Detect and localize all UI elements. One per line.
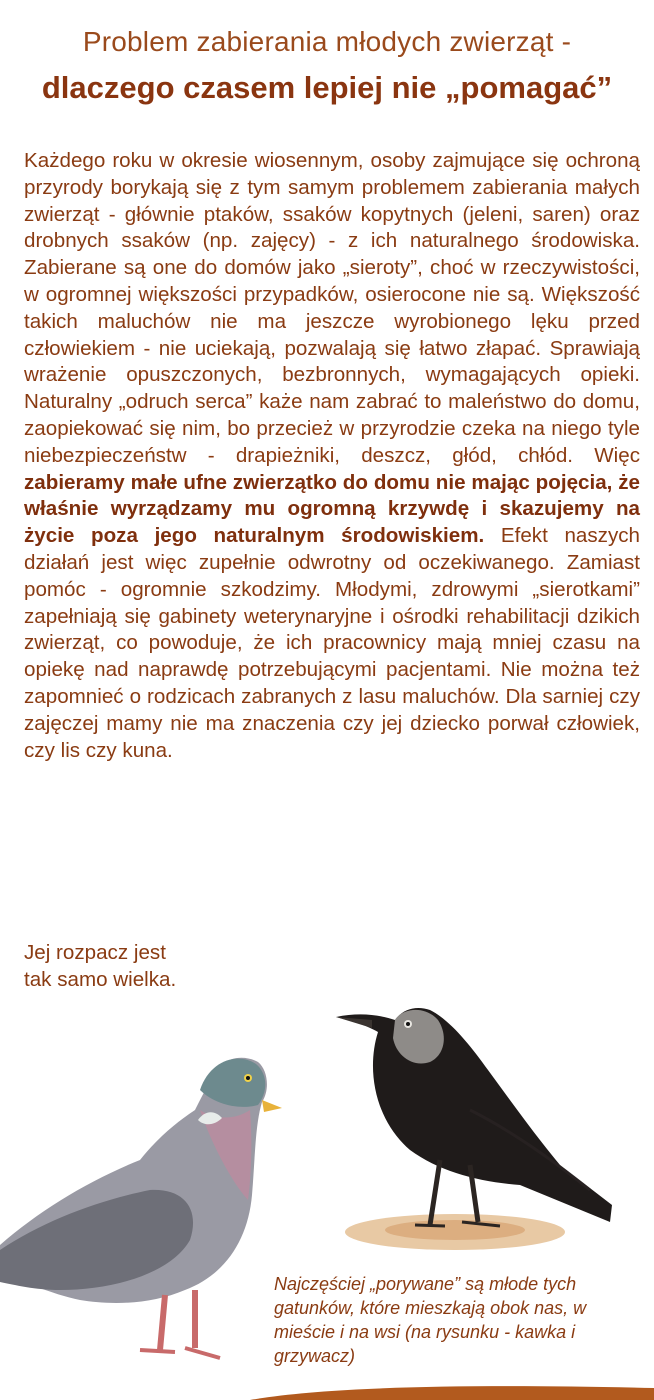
title-line-1: Problem zabierania młodych zwierząt - [82, 26, 572, 57]
decorative-bottom-wave [0, 1382, 654, 1400]
title-line-2: dlaczego czasem lepiej nie „pomagać” [41, 70, 613, 105]
article-tail-2: tak samo wielka. [24, 968, 177, 991]
jackdaw-illustration [336, 1008, 612, 1250]
article-paragraph [24, 148, 640, 764]
article-text-1: Każdego roku w okresie wiosennym, osoby zajmujące się ochroną przyrody borykają się z tym samym problemem zabierania małych zwierząt - głównie ptaków, ssaków kopytnych (jeleni, saren) oraz drobnych ssaków (np. zajęcy) - z ich naturalnego środowiska. Zabierane są one do domów jako „sieroty”, choć w rzeczywistości, w ogromnej większości przypadków, osierocone nie są. Większość takich maluchów nie ma jeszcze wyrobionego lęku przed człowiekiem - nie uciekają, pozwalają się łatwo złapać. Sprawiają wrażenie opuszczonych, bezbronnych, wymagających opieki. Naturalny „odruch serca” każe nam zabrać to maleństwo do domu, zaopiekować się nim, bo przecież w przyrodzie czeka na niego tyle niebezpieczeństw - drapieżniki, deszcz, głód, chłód. Więc [24, 149, 640, 467]
figure-caption: Najczęściej „porywane” są młode tych gatunków, które mieszkają obok nas, w mieście i na wsi (na rysunku - kawka i grzywacz) [274, 1274, 587, 1366]
article-text-2: Efekt naszych działań jest więc zupełnie odwrotny od oczekiwanego. Zamiast pomóc - ogromnie szkodzimy. Młodymi, zdrowymi „sierotkami” zapełniają się gabinety weterynaryjne i ośrodki rehabilitacji dzikich zwierząt, co powoduje, że ich pracownicy mają mniej czasu na opiekę nad naprawdę potrzebującymi pacjentami. Nie można też zapomnieć o rodzicach zabranych z lasu maluchów. Dla sarniej czy zajęczej mamy nie ma znaczenia czy jej dziecko porwał człowiek, czy lis czy kuna. [24, 524, 641, 762]
article-tail-1: Jej rozpacz jest [24, 941, 166, 964]
article-bold-text: zabieramy małe ufne zwierzątko do domu nie mając pojęcia, że właśnie wyrządzamy mu ogromną krzywdę i skazujemy na życie poza jego naturalnym środowiskiem. [24, 470, 640, 548]
article-body [24, 148, 640, 764]
wood-pigeon-illustration [0, 1058, 282, 1358]
